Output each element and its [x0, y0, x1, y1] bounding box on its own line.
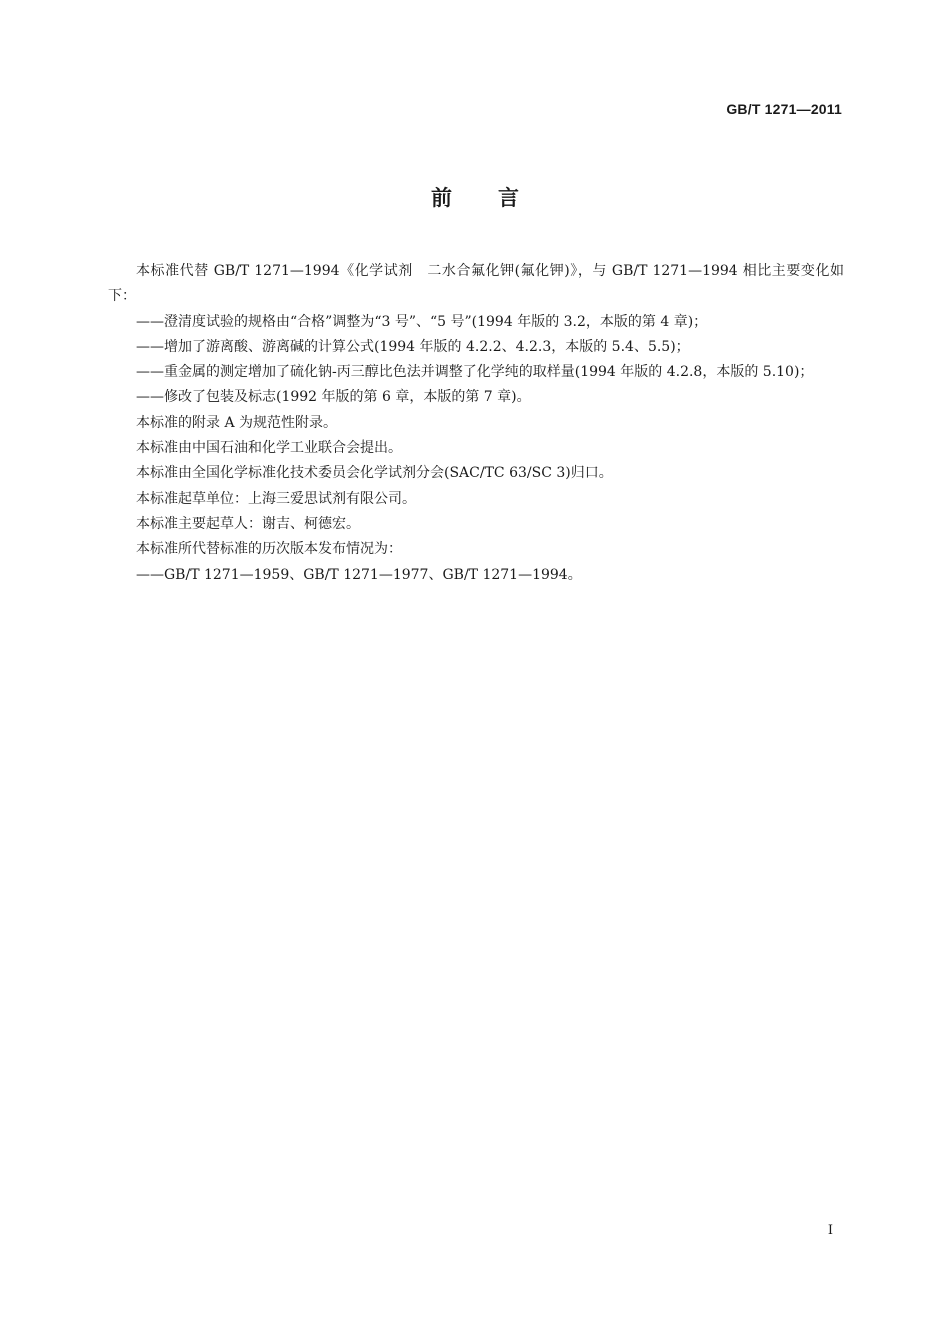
page-title	[0, 182, 950, 212]
history-list-paragraph: ——GB/T 1271—1959、GB/T 1271—1977、GB/T 1271—1994。	[136, 566, 582, 583]
managed-by-paragraph: 本标准由全国化学标准化技术委员会化学试剂分会(SAC/TC 63/SC 3)归口。	[136, 465, 613, 482]
appendix-paragraph: 本标准的附录 A 为规范性附录。	[136, 414, 338, 431]
page-number: I	[827, 1223, 833, 1238]
foreword-body	[108, 259, 844, 588]
drafters-paragraph: 本标准主要起草人：谢吉、柯德宏。	[136, 515, 360, 532]
title-char-2: 言	[498, 186, 519, 210]
change-item-1: ——澄清度试验的规格由“合格”调整为“3 号”、“5 号”(1994 年版的 3.2，本版的第 4 章)；	[136, 313, 708, 330]
change-item-2: ——增加了游离酸、游离碱的计算公式(1994 年版的 4.2.2、4.2.3，本版的 5.4、5.5)；	[136, 338, 690, 355]
title-char-1: 前	[431, 186, 452, 210]
change-item-4: ——修改了包装及标志(1992 年版的第 6 章，本版的第 7 章)。	[136, 389, 531, 406]
history-intro-paragraph: 本标准所代替标准的历次版本发布情况为：	[136, 541, 402, 558]
drafting-unit-paragraph: 本标准起草单位：上海三爱思试剂有限公司。	[136, 490, 416, 507]
standard-code: GB/T 1271—2011	[726, 101, 842, 117]
change-item-3: ——重金属的测定增加了硫化钠-丙三醇比色法并调整了化学纯的取样量(1994 年版的 4.2.8，本版的 5.10)；	[136, 364, 814, 381]
intro-paragraph: 本标准代替 GB/T 1271—1994《化学试剂 二水合氟化钾(氟化钾)》，与 GB/T 1271—1994 相比主要变化如下：	[108, 263, 844, 305]
proposed-by-paragraph: 本标准由中国石油和化学工业联合会提出。	[136, 440, 402, 457]
